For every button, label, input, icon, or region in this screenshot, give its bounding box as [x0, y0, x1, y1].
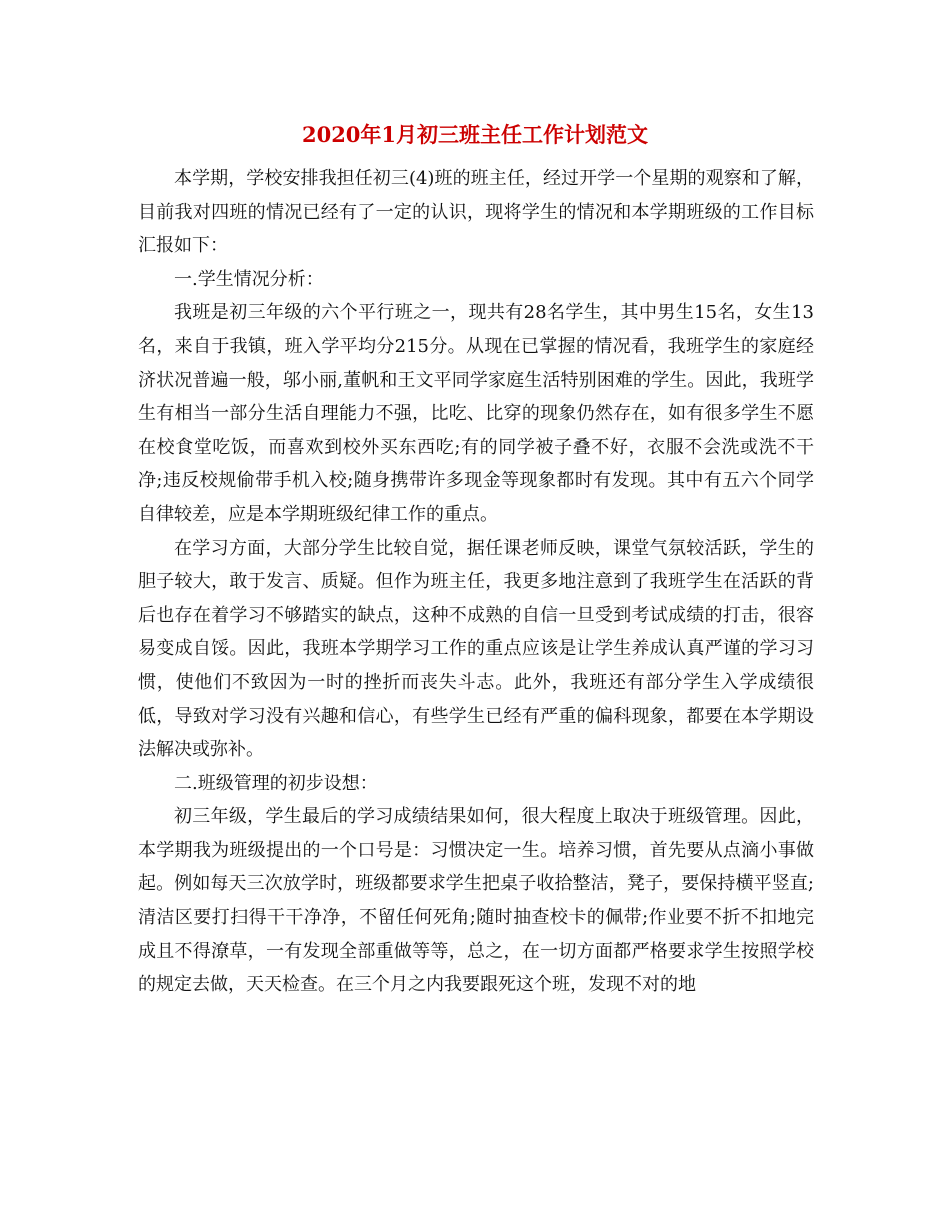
paragraph-class-overview: 我班是初三年级的六个平行班之一，现共有28名学生，其中男生15名，女生13名，来自于我镇，班入学平均分215分。从现在已掌握的情况看，我班学生的家庭经济状况普遍一般，邬小丽,董帆和王文平同学家庭生活特别困难的学生。因此，我班学生有相当一部分生活自理能力不强，比吃、比穿的现象仍然存在，如有很多学生不愿在校食堂吃饭，而喜欢到校外买东西吃;有的同学被子叠不好，衣服不会洗或洗不干净;违反校规偷带手机入校;随身携带许多现金等现象都时有发现。其中有五六个同学自律较差，应是本学期班级纪律工作的重点。 [138, 302, 814, 525]
paragraph-study-situation: 在学习方面，大部分学生比较自觉，据任课老师反映，课堂气氛较活跃，学生的胆子较大，敢于发言、质疑。但作为班主任，我更多地注意到了我班学生在活跃的背后也存在着学习不够踏实的缺点，这种不成熟的自信一旦受到考试成绩的打击，很容易变成自馁。因此，我班本学期学习工作的重点应该是让学生养成认真严谨的学习习惯，使他们不致因为一时的挫折而丧失斗志。此外，我班还有部分学生入学成绩很低，导致对学习没有兴趣和信心，有些学生已经有严重的偏科现象，都要在本学期设法解决或弥补。 [138, 537, 814, 761]
heading-class-management: 二.班级管理的初步设想： [174, 772, 378, 794]
document-body [138, 162, 814, 1002]
paragraph-management-plan: 初三年级，学生最后的学习成绩结果如何，很大程度上取决于班级管理。因此，本学期我为班级提出的一个口号是：习惯决定一生。培养习惯，首先要从点滴小事做起。例如每天三次放学时，班级都要求学生把桌子收拾整洁，凳子，要保持横平竖直;清洁区要打扫得干干净净，不留任何死角;随时抽查校卡的佩带;作业要不折不扣地完成且不得潦草，一有发现全部重做等等，总之，在一切方面都严格要求学生按照学校的规定去做，天天检查。在三个月之内我要跟死这个班，发现不对的地 [138, 806, 814, 996]
document-title: 2020年1月初三班主任工作计划范文 [301, 122, 649, 147]
heading-student-analysis: 一.学生情况分析： [174, 268, 324, 290]
paragraph-intro: 本学期，学校安排我担任初三(4)班的班主任，经过开学一个星期的观察和了解，目前我对四班的情况已经有了一定的认识，现将学生的情况和本学期班级的工作目标汇报如下： [138, 168, 814, 257]
